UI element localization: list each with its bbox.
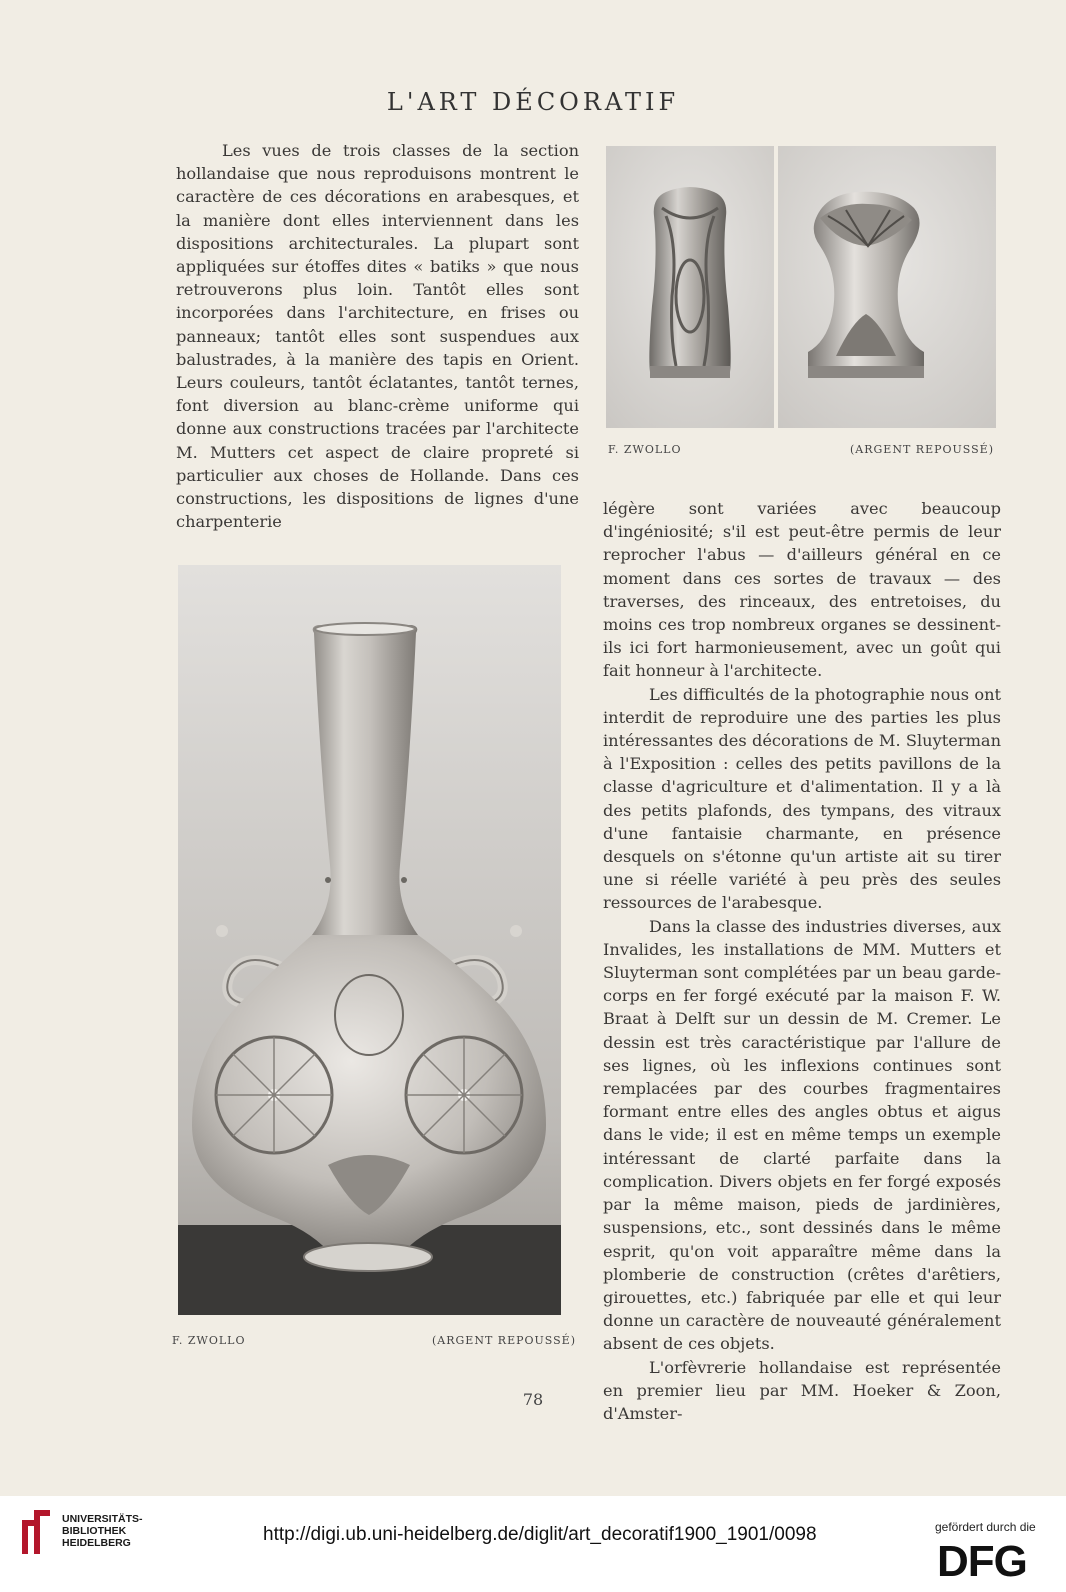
cane-handles-illustration (606, 146, 996, 428)
library-logo-icon (16, 1506, 56, 1558)
photo-cane-handles (606, 146, 996, 428)
library-name-line: HEIDELBERG (62, 1537, 131, 1549)
page-number: 78 (522, 1390, 544, 1409)
paragraph: L'orfèvrerie hollandaise est représentée en premier lieu par MM. Hoeker & Zoon, d'Amster- (603, 1357, 1001, 1423)
sponsor-label: gefördert durch die (935, 1520, 1036, 1534)
running-title: L'ART DÉCORATIF (386, 88, 680, 116)
digitization-footer (0, 1496, 1066, 1592)
library-name (62, 1513, 143, 1549)
vase-illustration (178, 565, 561, 1315)
paragraph: légère sont variées avec beaucoup d'ingéniosité; s'il est peut-être permis de leur reprocher l'abus — d'ailleurs général en ce moment dans ces sortes de travaux — des traverses, des rinceaux, des entretoises, du moins ces trop nombreux organes se dessinent-ils ici fort harmonieusement, avec un goût qui fait honneur à l'architecte. (603, 499, 1001, 681)
photo-vase (178, 565, 561, 1315)
caption-vase-technique: (ARGENT REPOUSSÉ) (432, 1334, 576, 1347)
library-name-line: BIBLIOTHEK (62, 1525, 127, 1537)
caption-vase-artist: F. ZWOLLO (172, 1334, 246, 1347)
paragraph: Les difficultés de la photographie nous ont interdit de reproduire une des parties les plus intéressantes des décorations de M. Sluyterman à l'Exposition : celles des petits pavillons de la classe d'agriculture et d'alimentation. Il y a là des petits plafonds, des tympans, des vitraux d'une fantaisie charmante, en présence desquels on s'étonne qu'un artiste ait su tirer une si réelle variété à peu près des seules ressources de l'arabesque. (603, 684, 1001, 913)
permalink-url[interactable]: http://digi.ub.uni-heidelberg.de/diglit/art_decoratif1900_1901/0098 (263, 1524, 817, 1545)
text-column-left (176, 139, 579, 533)
caption-handles-technique: (ARGENT REPOUSSÉ) (850, 443, 994, 456)
library-name-line: UNIVERSITÄTS- (62, 1513, 143, 1525)
text-column-right (603, 497, 1001, 1425)
paragraph: Les vues de trois classes de la section hollandaise que nous reproduisons montrent le caractère de ces décorations en arabesques, et la manière dont elles interviennent dans les dispositions architecturales. La plupart sont appliquées sur étoffes dites « batiks » que nous retrouverons plus loin. Tantôt elles sont incorporées dans l'architecture, en frises ou panneaux; tantôt elles sont suspendues aux balustrades, à la manière des tapis en Orient. Leurs couleurs, tantôt éclatantes, tantôt ternes, font diversion au blanc-crème uniforme qui donne aux constructions tracées par l'architecte M. Mutters cet aspect de claire propreté si particulier aux choses de Hollande. Dans ces constructions, les dispositions de lignes d'une charpenterie (176, 141, 579, 532)
caption-handles-artist: F. ZWOLLO (608, 443, 682, 456)
dfg-logo: DFG (937, 1537, 1027, 1586)
paragraph: Dans la classe des industries diverses, aux Invalides, les installations de MM. Mutters et Sluyterman sont complétées par un beau garde-corps en fer forgé exécuté par la maison F. W. Braat à Delft sur un dessin de M. Cremer. Le dessin est très caractéristique par l'allure de ses lignes, où les inflexions continues sont remplacées par des courbes fragmentaires formant entre elles des angles obtus et aigus dans le vide; il est en même temps un exemple intéressant de clarté parfaite dans la complication. Divers objets en fer forgé exposés par la même maison, pieds de jardinières, suspensions, etc., sont dessinés dans le même esprit, qu'on voit apparaître même dans la plomberie de construction (crêtes d'arêtiers, girouettes, etc.) fabriquée par elle et qui leur donne un caractère de nouveauté généralement absent de ces objets. (603, 916, 1001, 1354)
